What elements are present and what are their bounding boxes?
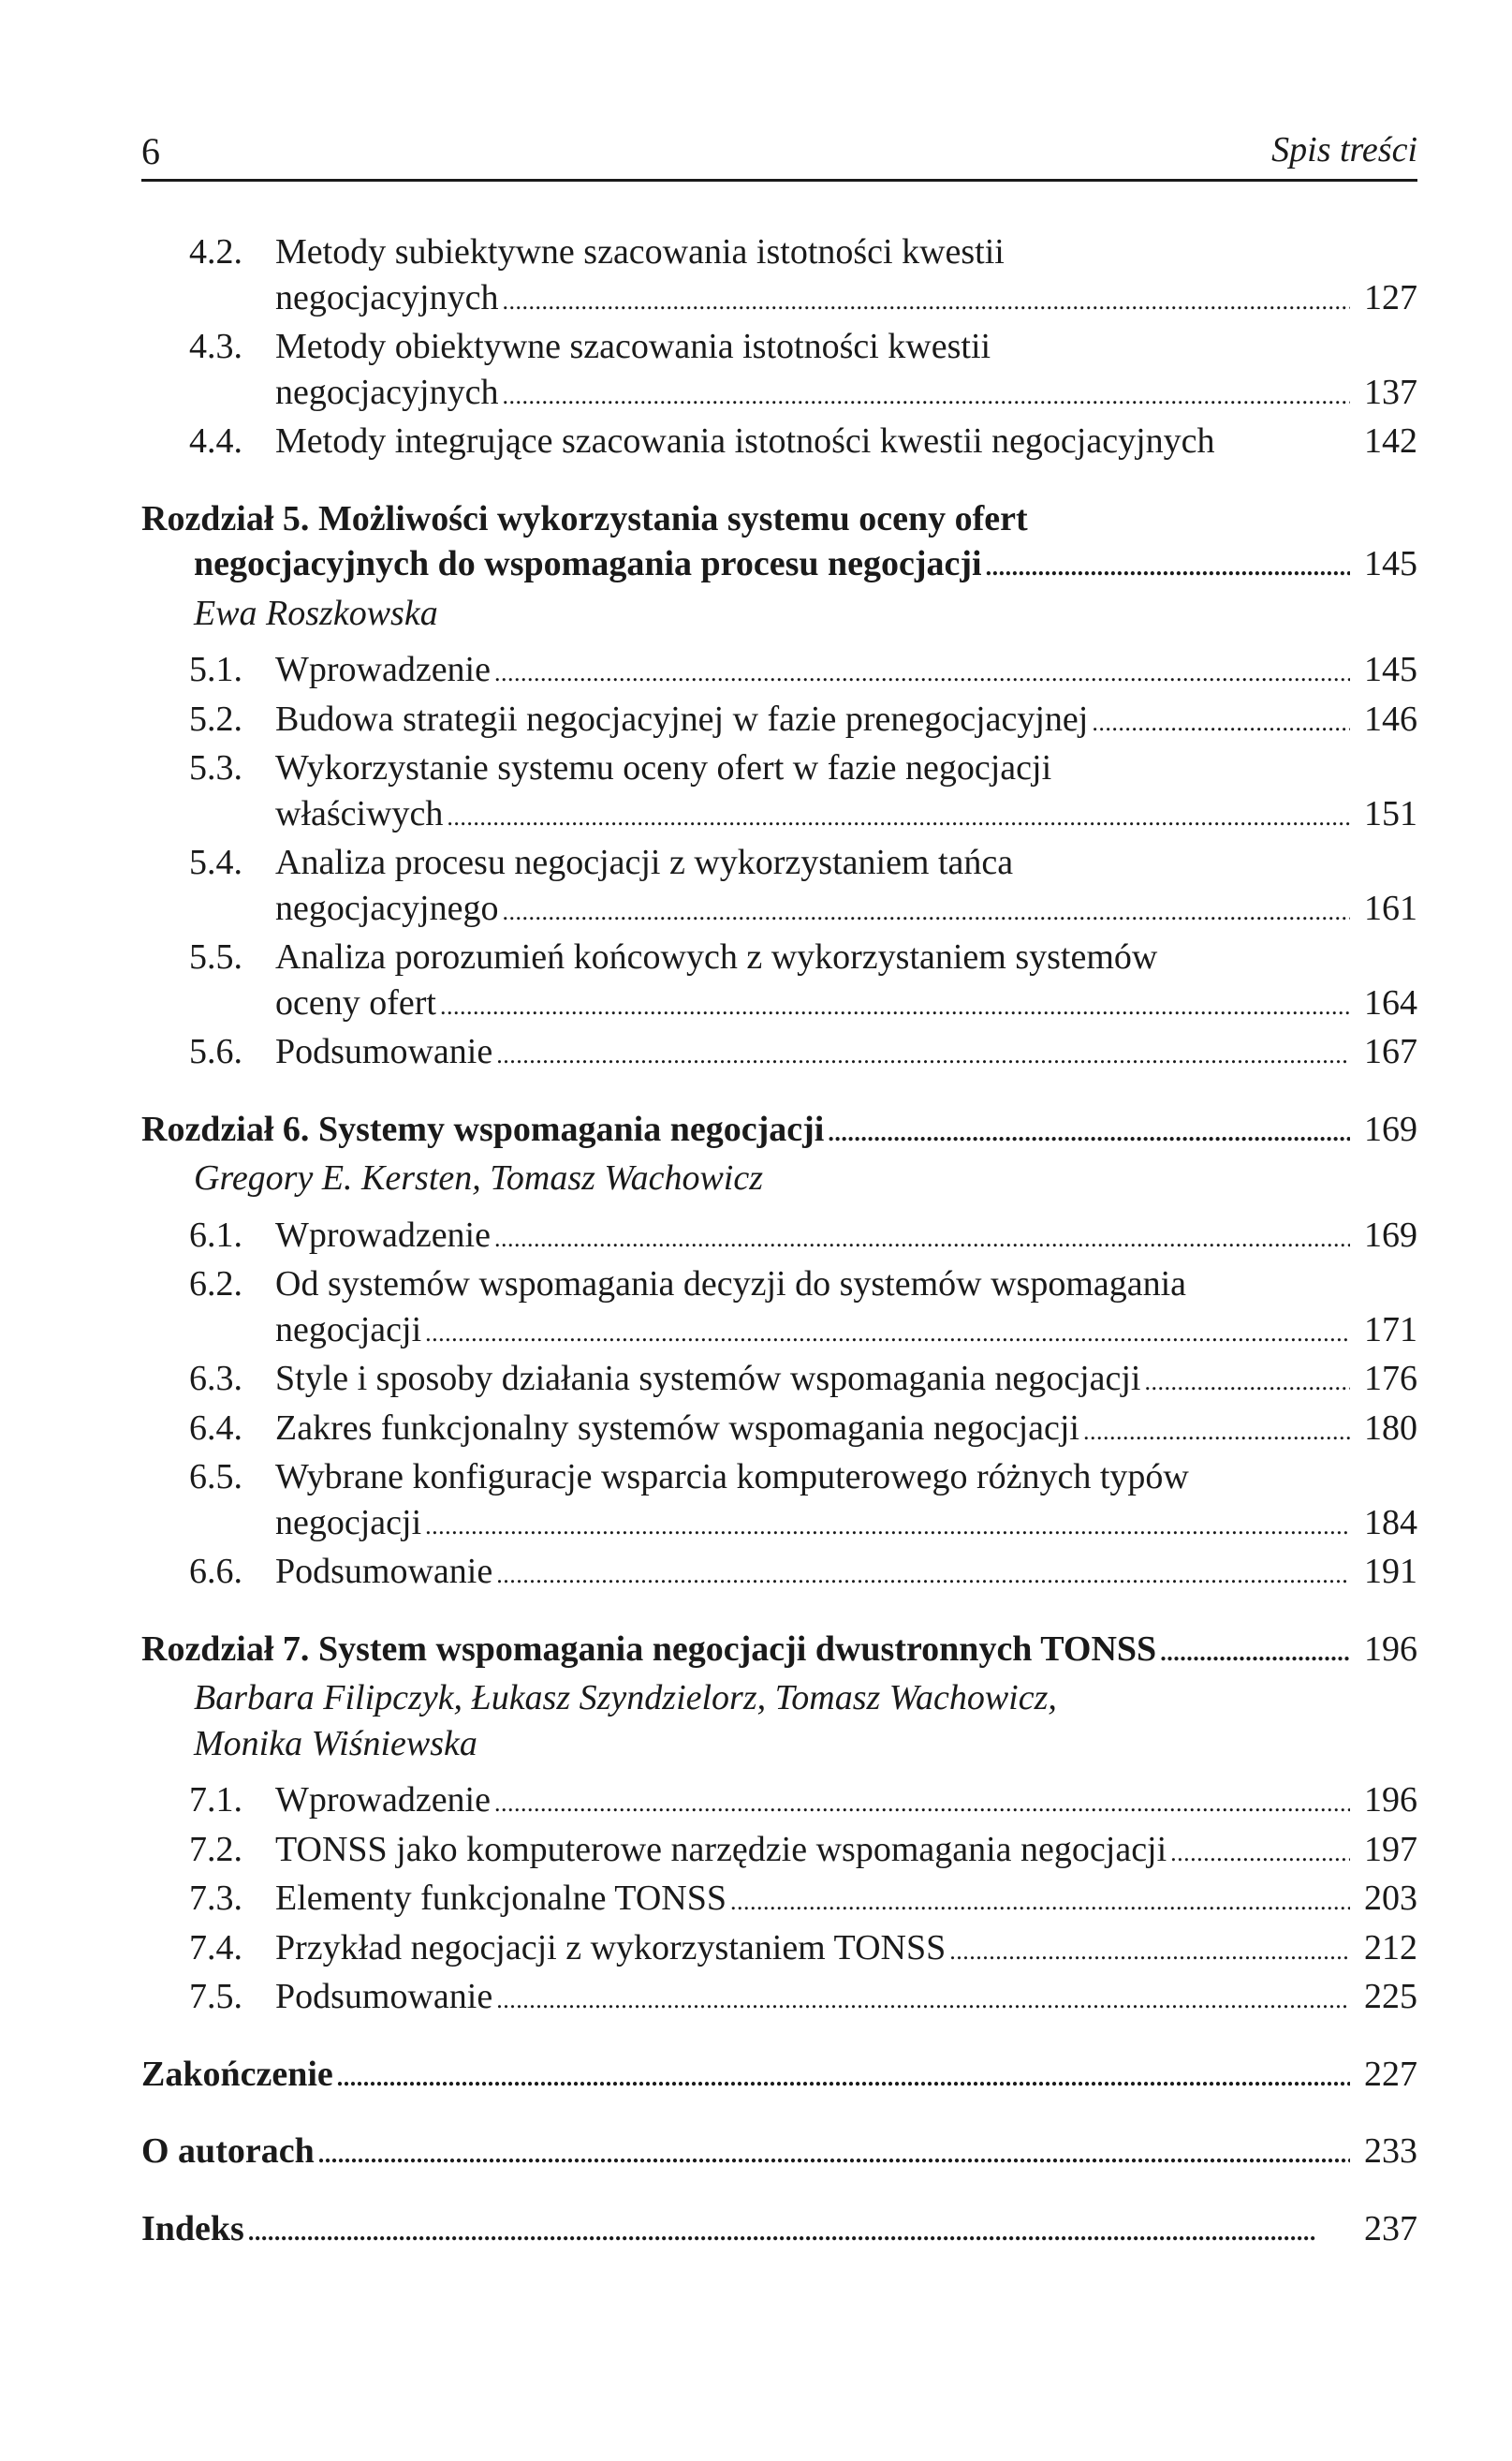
section-number: 5.3.	[189, 748, 242, 788]
dot-leader	[425, 1504, 1350, 1550]
entry-title: Indeks	[141, 2208, 244, 2248]
page-ref: 145	[1364, 650, 1417, 689]
section-number: 7.4.	[189, 1927, 242, 1967]
section-number: 5.2.	[189, 699, 242, 739]
toc-section[interactable]	[141, 1356, 1417, 1406]
toc-section[interactable]	[141, 1777, 1417, 1827]
section-number: 4.2.	[189, 232, 242, 272]
section-number: 4.4.	[189, 421, 242, 461]
page-ref: 197	[1364, 1829, 1417, 1869]
toc-section[interactable]	[141, 1213, 1417, 1262]
section-number: 6.4.	[189, 1407, 242, 1448]
toc-chapter[interactable]	[141, 496, 1417, 591]
toc-line	[141, 1500, 1417, 1550]
dot-leader	[1092, 700, 1350, 746]
section-number: 5.1.	[189, 650, 242, 689]
entry-title: Od systemów wspomagania decyzji do systemów wspomagania	[275, 1264, 1187, 1304]
dot-leader	[502, 279, 1350, 325]
dot-leader	[337, 2056, 1350, 2101]
toc-line	[141, 935, 1417, 980]
entry-title: Podsumowanie	[275, 1977, 493, 2016]
toc-line	[141, 2052, 1417, 2101]
entry-title: Zakończenie	[141, 2054, 333, 2094]
entry-title: O autorach	[141, 2131, 315, 2171]
toc-line	[141, 541, 1417, 591]
dot-leader	[440, 984, 1350, 1030]
dot-leader	[828, 1111, 1350, 1157]
chapter-label: Rozdział 6.	[141, 1109, 310, 1149]
toc-line	[141, 229, 1417, 275]
toc-section[interactable]	[141, 419, 1417, 468]
toc-line	[141, 1454, 1417, 1500]
entry-title: oceny ofert	[275, 982, 436, 1023]
dot-leader	[502, 374, 1350, 420]
entry-title: TONSS jako komputerowe narzędzie wspomagania negocjacji	[275, 1829, 1167, 1869]
toc-section[interactable]	[141, 1925, 1417, 1975]
page-ref: 169	[1364, 1109, 1417, 1149]
entry-title: System wspomagania negocjacji dwustronnych TONSS	[317, 1628, 1157, 1669]
entry-title: Metody obiektywne szacowania istotności kwestii	[275, 327, 991, 366]
section-number: 4.3.	[189, 327, 242, 366]
page-ref: 180	[1364, 1407, 1417, 1448]
page-ref: 184	[1364, 1502, 1417, 1542]
chapter-authors	[141, 1675, 1417, 1766]
entry-title: Analiza procesu negocjacji z wykorzystaniem tańca	[275, 843, 1014, 882]
toc-line	[141, 647, 1417, 697]
entry-title: negocjacji	[275, 1502, 422, 1542]
toc-section[interactable]	[141, 1827, 1417, 1877]
toc-line	[141, 419, 1417, 468]
author-line: Monika Wiśniewska	[194, 1723, 477, 1763]
entry-title: Budowa strategii negocjacyjnej w fazie prenegocjacyjnej	[275, 699, 1089, 739]
toc-line	[141, 1974, 1417, 2024]
entry-title: Wykorzystanie systemu oceny ofert w fazie negocjacji	[275, 748, 1052, 788]
entry-title: Zakres funkcjonalny systemów wspomagania negocjacji	[275, 1407, 1079, 1448]
section-number: 6.3.	[189, 1359, 242, 1398]
page-number: 6	[141, 130, 160, 172]
toc-line	[141, 697, 1417, 746]
toc-line	[141, 1777, 1417, 1827]
toc-section[interactable]	[141, 1406, 1417, 1455]
entry-title: Podsumowanie	[275, 1032, 493, 1071]
page-ref: 167	[1364, 1032, 1417, 1071]
toc-line	[141, 1827, 1417, 1877]
toc-line	[141, 1406, 1417, 1455]
dot-leader	[496, 1033, 1350, 1079]
toc-line	[141, 745, 1417, 791]
author-line: Ewa Roszkowska	[194, 593, 438, 633]
toc-line	[141, 1925, 1417, 1975]
entry-title: negocjacyjnego	[275, 888, 499, 928]
header-rule	[141, 179, 1417, 182]
toc-section[interactable]	[141, 840, 1417, 935]
section-number: 5.4.	[189, 843, 242, 882]
page-ref: 164	[1364, 982, 1417, 1023]
page-ref: 151	[1364, 793, 1417, 833]
entry-title: Wybrane konfiguracje wsparcia komputerowego różnych typów	[275, 1457, 1189, 1496]
dot-leader	[1170, 1831, 1350, 1877]
toc-section[interactable]	[141, 1876, 1417, 1925]
section-number: 6.5.	[189, 1457, 242, 1496]
dot-leader	[494, 1781, 1350, 1827]
dot-leader	[1160, 1630, 1350, 1676]
entry-title: Metody integrujące szacowania istotności kwestii negocjacyjnych	[275, 421, 1215, 461]
entry-title: Podsumowanie	[275, 1552, 493, 1591]
toc-line	[141, 1261, 1417, 1307]
toc-section[interactable]	[141, 647, 1417, 697]
dot-leader	[494, 651, 1350, 697]
section-number: 5.6.	[189, 1032, 242, 1071]
toc-section[interactable]	[141, 1029, 1417, 1079]
entry-title: Style i sposoby działania systemów wspomagania negocjacji	[275, 1359, 1141, 1398]
entry-title: Wprowadzenie	[275, 1215, 491, 1255]
toc-section[interactable]	[141, 229, 1417, 324]
entry-title: Elementy funkcjonalne TONSS	[275, 1879, 727, 1918]
dot-leader	[496, 1553, 1350, 1599]
page-ref: 233	[1364, 2131, 1417, 2171]
toc-line	[141, 1356, 1417, 1406]
dot-leader	[1144, 1360, 1350, 1406]
section-number: 7.5.	[189, 1977, 242, 2016]
entry-title: negocjacyjnych do wspomagania procesu negocjacji	[194, 544, 982, 583]
page-ref: 203	[1364, 1879, 1417, 1918]
page-ref: 191	[1364, 1552, 1417, 1591]
toc-section[interactable]	[141, 745, 1417, 840]
dot-leader	[425, 1311, 1350, 1357]
dot-leader	[986, 545, 1350, 591]
dot-leader	[494, 1216, 1350, 1262]
chapter-label: Rozdział 7.	[141, 1628, 310, 1669]
entry-title: Systemy wspomagania negocjacji	[317, 1109, 825, 1149]
page-ref: 237	[1364, 2208, 1417, 2248]
entry-title: Metody subiektywne szacowania istotności kwestii	[275, 232, 1005, 272]
toc-line	[141, 275, 1417, 325]
toc-section[interactable]	[141, 324, 1417, 419]
entry-title: Możliwości wykorzystania systemu oceny ofert	[317, 498, 1028, 538]
toc-line	[141, 324, 1417, 370]
page-ref: 212	[1364, 1927, 1417, 1967]
section-number: 6.1.	[189, 1215, 242, 1255]
entry-title: negocjacyjnych	[275, 372, 499, 412]
entry-title: właściwych	[275, 793, 444, 833]
page-ref: 171	[1364, 1309, 1417, 1349]
author-line: Gregory E. Kersten, Tomasz Wachowicz	[194, 1158, 764, 1198]
toc-line	[141, 370, 1417, 420]
page-ref: 225	[1364, 1977, 1417, 2016]
toc-section[interactable]	[141, 1261, 1417, 1356]
toc-line	[141, 1627, 1417, 1676]
toc-chapter[interactable]	[141, 1627, 1417, 1676]
toc-section[interactable]	[141, 1974, 1417, 2024]
toc-line	[141, 1876, 1417, 1925]
page-ref: 227	[1364, 2054, 1417, 2094]
toc-back-matter[interactable]	[141, 2052, 1417, 2101]
dot-leader	[730, 1879, 1350, 1925]
toc-line	[141, 1549, 1417, 1599]
toc-section[interactable]	[141, 935, 1417, 1029]
dot-leader	[496, 1978, 1350, 2024]
dot-leader	[447, 795, 1350, 841]
toc-line	[141, 1213, 1417, 1262]
toc-line	[141, 886, 1417, 936]
toc-line	[141, 980, 1417, 1030]
toc-line	[141, 791, 1417, 841]
section-number: 5.5.	[189, 937, 242, 977]
page-ref: 169	[1364, 1215, 1417, 1255]
entry-title: Wprowadzenie	[275, 650, 491, 689]
toc-line	[141, 2129, 1417, 2178]
section-number: 7.3.	[189, 1879, 242, 1918]
dot-leader	[1083, 1409, 1350, 1455]
page-ref: 142	[1364, 421, 1417, 461]
page-ref: 196	[1364, 1780, 1417, 1820]
section-number: 6.6.	[189, 1552, 242, 1591]
toc-chapter[interactable]	[141, 1107, 1417, 1157]
section-number: 6.2.	[189, 1264, 242, 1304]
page-ref: 145	[1364, 544, 1417, 583]
toc-section[interactable]	[141, 697, 1417, 746]
entry-title: Analiza porozumień końcowych z wykorzystaniem systemów	[275, 937, 1158, 977]
author-line: Barbara Filipczyk, Łukasz Szyndzielorz, Tomasz Wachowicz,	[194, 1678, 1057, 1717]
page-ref: 127	[1364, 277, 1417, 317]
page-ref: 161	[1364, 888, 1417, 928]
dot-leader	[949, 1929, 1350, 1975]
page-ref: 196	[1364, 1628, 1417, 1669]
page-ref: 176	[1364, 1359, 1417, 1398]
page-ref: 137	[1364, 372, 1417, 412]
toc-line	[141, 2206, 1417, 2256]
toc-back-matter[interactable]	[141, 2129, 1417, 2178]
entry-title: Wprowadzenie	[275, 1780, 491, 1820]
toc-back-matter[interactable]	[141, 2206, 1417, 2256]
toc-section[interactable]	[141, 1454, 1417, 1549]
section-number: 7.2.	[189, 1829, 242, 1869]
toc-line	[141, 840, 1417, 886]
entry-title: Przykład negocjacji z wykorzystaniem TONSS	[275, 1927, 947, 1967]
toc-line	[141, 1107, 1417, 1157]
entry-title: negocjacyjnych	[275, 277, 499, 317]
section-number: 7.1.	[189, 1780, 242, 1820]
toc-line	[141, 1307, 1417, 1357]
dot-leader	[502, 890, 1350, 936]
chapter-label: Rozdział 5.	[141, 498, 310, 538]
toc-section[interactable]	[141, 1549, 1417, 1599]
entry-title: negocjacji	[275, 1309, 422, 1349]
running-title: Spis treści	[1271, 130, 1417, 169]
dot-leader	[248, 2210, 1350, 2256]
chapter-authors	[141, 591, 1417, 637]
toc-line	[141, 1029, 1417, 1079]
page-ref: 146	[1364, 699, 1417, 739]
dot-leader	[318, 2132, 1350, 2178]
chapter-authors	[141, 1156, 1417, 1201]
toc-line	[141, 496, 1417, 542]
table-of-contents	[141, 229, 1417, 2255]
